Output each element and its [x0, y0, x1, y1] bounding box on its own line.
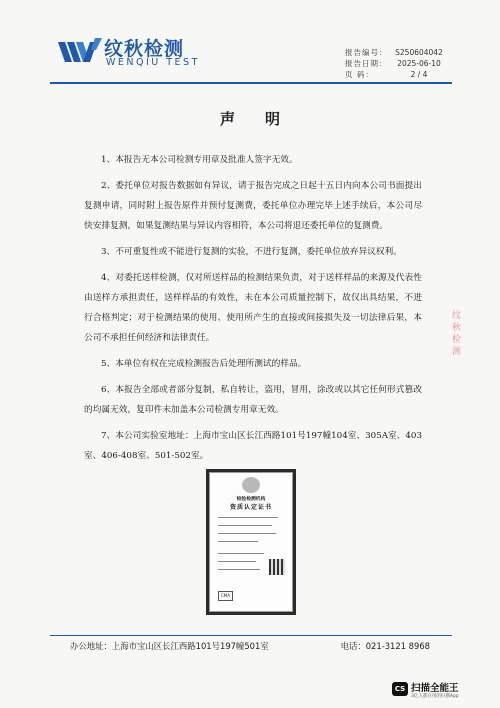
header-divider [50, 82, 452, 84]
scanner-tagline: 3亿人都在用的扫描App [411, 694, 459, 699]
meta-value: 2025-06-10 [397, 59, 441, 68]
cma-mark: CMA [218, 591, 233, 601]
statement-paragraph: 6、本报告全部或者部分复制，私自转让，盗用，冒用，涂改或以其它任何形式篡改的均属无效，复印件未加盖本公司检测专用章无效。 [84, 385, 422, 415]
certificate-text-line [218, 533, 276, 534]
certificate-sheet [209, 472, 293, 612]
meta-row-report-no [345, 47, 450, 58]
statement-paragraph: 5、本单位有权在完成检测报告后处理所测试的样品。 [101, 359, 307, 369]
certificate-heading: 检验检测机构 [236, 497, 266, 502]
national-emblem-icon [242, 477, 260, 493]
statement-paragraph: 3、不可重复性或不能进行复测的实验，不进行复测，委托单位放弃异议权利。 [101, 247, 402, 257]
certificate-text-line [218, 553, 264, 554]
meta-label: 报告日期： [345, 59, 388, 68]
meta-label: 报告编号： [345, 48, 388, 57]
brand-name-en: WENQIU TEST [106, 57, 200, 68]
footer-phone: 电话：021-3121 8968 [340, 641, 430, 651]
qualification-certificate-image [206, 469, 296, 615]
company-stamp-edge [452, 310, 466, 420]
meta-row-report-date [345, 58, 450, 69]
page-footer [70, 640, 430, 652]
certificate-text-line [218, 541, 258, 542]
scanner-logo-icon: CS [392, 682, 408, 696]
scanner-app-name: 扫描全能王 [411, 683, 459, 694]
stamp-text: 纹秋检测 [452, 311, 462, 357]
statement-paragraph: 7、本公司实验室地址：上海市宝山区长江西路101号197幢104室、305A室、403室、406-408室、501-502室。 [84, 431, 422, 461]
meta-label: 页 码： [345, 70, 374, 79]
qr-code-icon [269, 559, 285, 575]
footer-address: 办公地址：上海市宝山区长江西路101号197幢501室 [70, 641, 269, 651]
statement-paragraph: 1、本报告无本公司检测专用章及批准人签字无效。 [101, 155, 298, 165]
footer-divider [50, 635, 452, 636]
meta-row-page [345, 69, 450, 80]
certificate-text-line [218, 569, 260, 570]
scanner-watermark [392, 680, 492, 702]
certificate-text-line [218, 561, 256, 562]
meta-value: 2 / 4 [410, 70, 428, 79]
meta-value: S250604042 [395, 48, 443, 57]
certificate-title: 资质认定证书 [229, 504, 272, 511]
brand-name-cn: 纹秋检测 [104, 38, 185, 60]
statement-paragraph: 2、委托单位对报告数据如有异议，请于报告完成之日起十五日内向本公司书面提出复测申请，同时附上报告原件并预付复测费，委托单位办理完毕上述手续后，本公司尽快安排复测，如果复测结果与异议内容相符，本公司将退还委托单位的复测费。 [84, 181, 422, 231]
page-title: 声明 [219, 110, 310, 128]
statement-paragraph: 4、对委托送样检测，仅对所送样品的检测结果负责，对于送样样品的来源及代表性由送样方承担责任，送样样品的有效性，未在本公司质量控制下，故仅出具结果，不进行合格判定；对于检测结果的使用、使用所产生的直接或间接损失及一切法律后果，本公司不承担任何经济和法律责任。 [84, 273, 422, 343]
company-logo-icon [58, 36, 102, 66]
statement-body [84, 150, 422, 472]
report-meta [345, 47, 450, 80]
certificate-text-line [218, 525, 272, 526]
certificate-text-line [218, 517, 278, 518]
